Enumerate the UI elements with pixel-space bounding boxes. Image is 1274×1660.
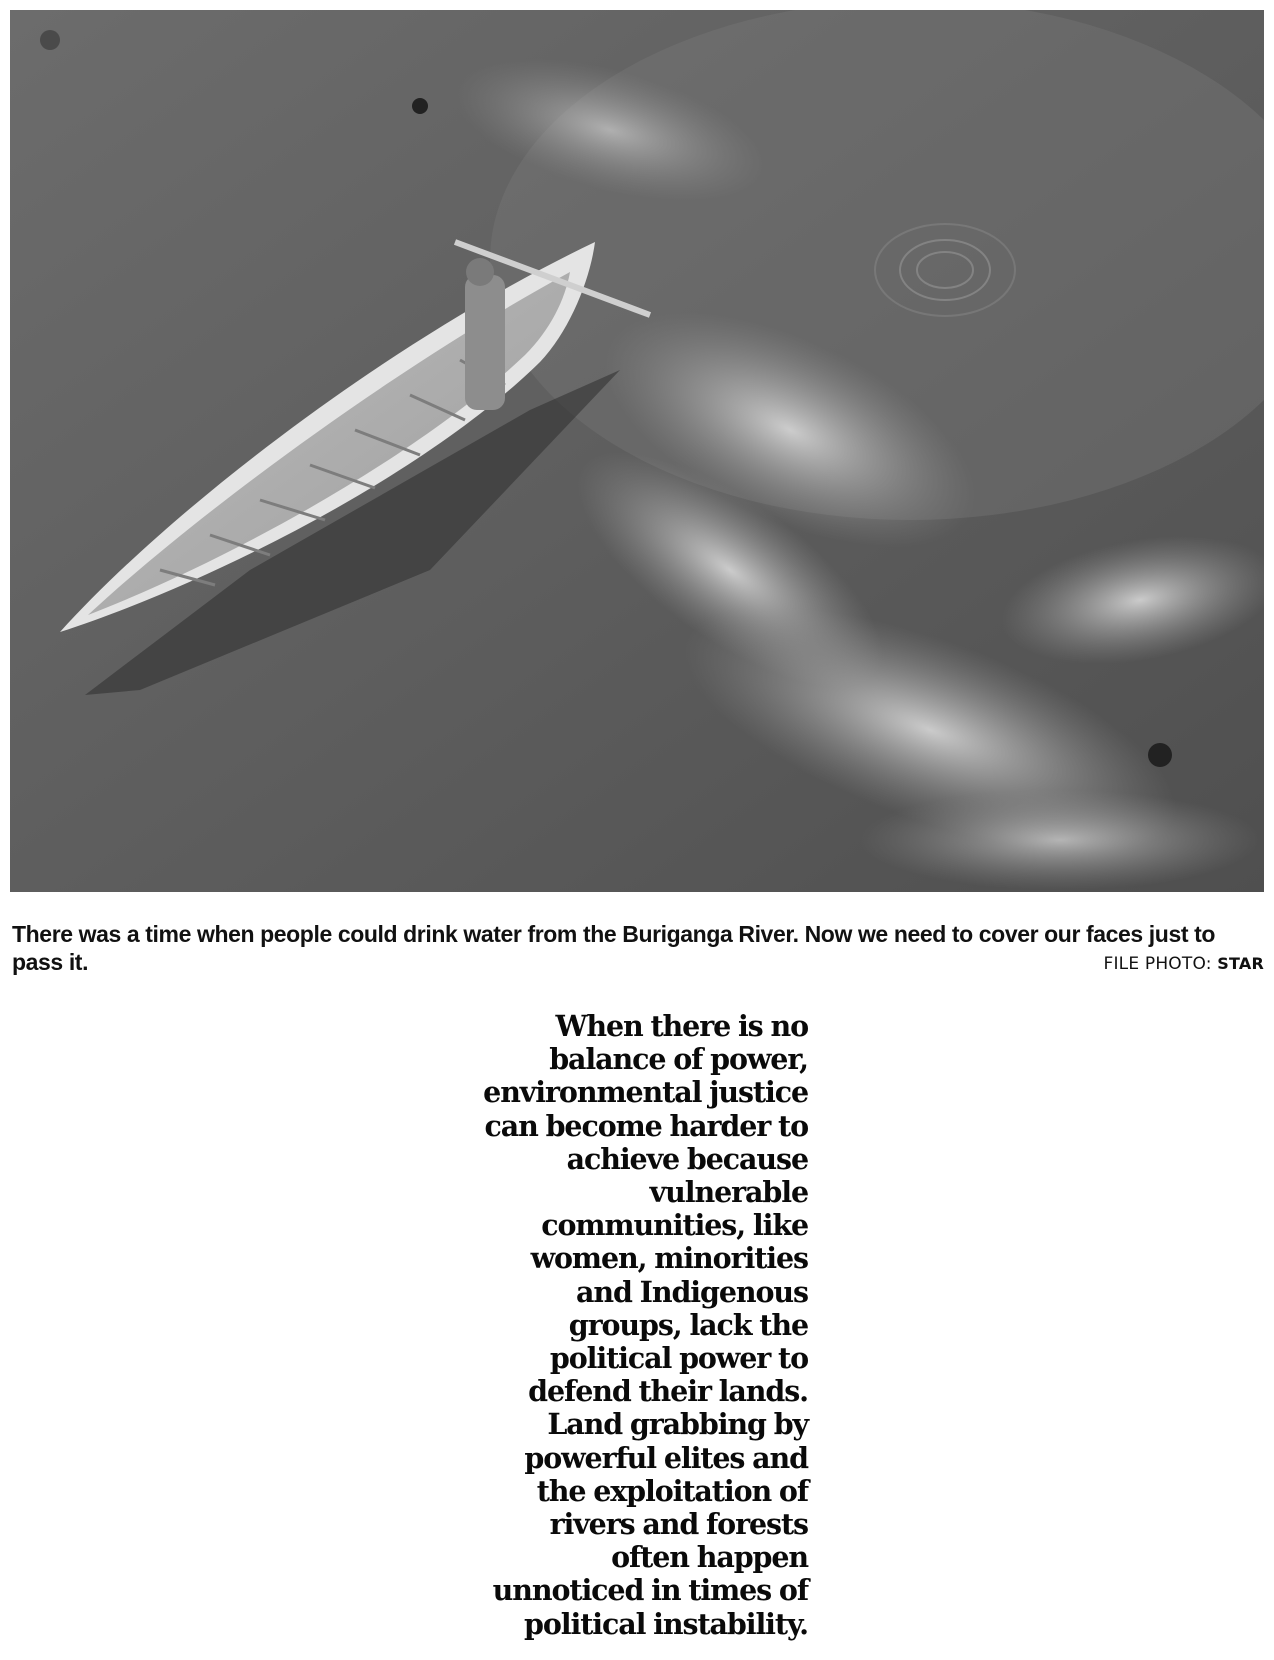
photo-caption: There was a time when people could drink water from the Buriganga River. Now we need to cover our faces just to pass it. <box>12 921 1215 975</box>
credit-source: STAR <box>1217 954 1264 973</box>
river-boat-photo <box>10 10 1264 892</box>
pull-quote: When there is no balance of power, environmental justice can become harder to achieve because vulnerable communities, like women, minorities and Indigenous groups, lack the political power to defend their lands. Land grabbing by powerful elites and the exploitation of rivers and forests often happen unnoticed in times of political instability. <box>483 1009 808 1641</box>
credit-prefix: FILE PHOTO: <box>1103 954 1212 974</box>
photo-credit <box>1103 954 1264 974</box>
